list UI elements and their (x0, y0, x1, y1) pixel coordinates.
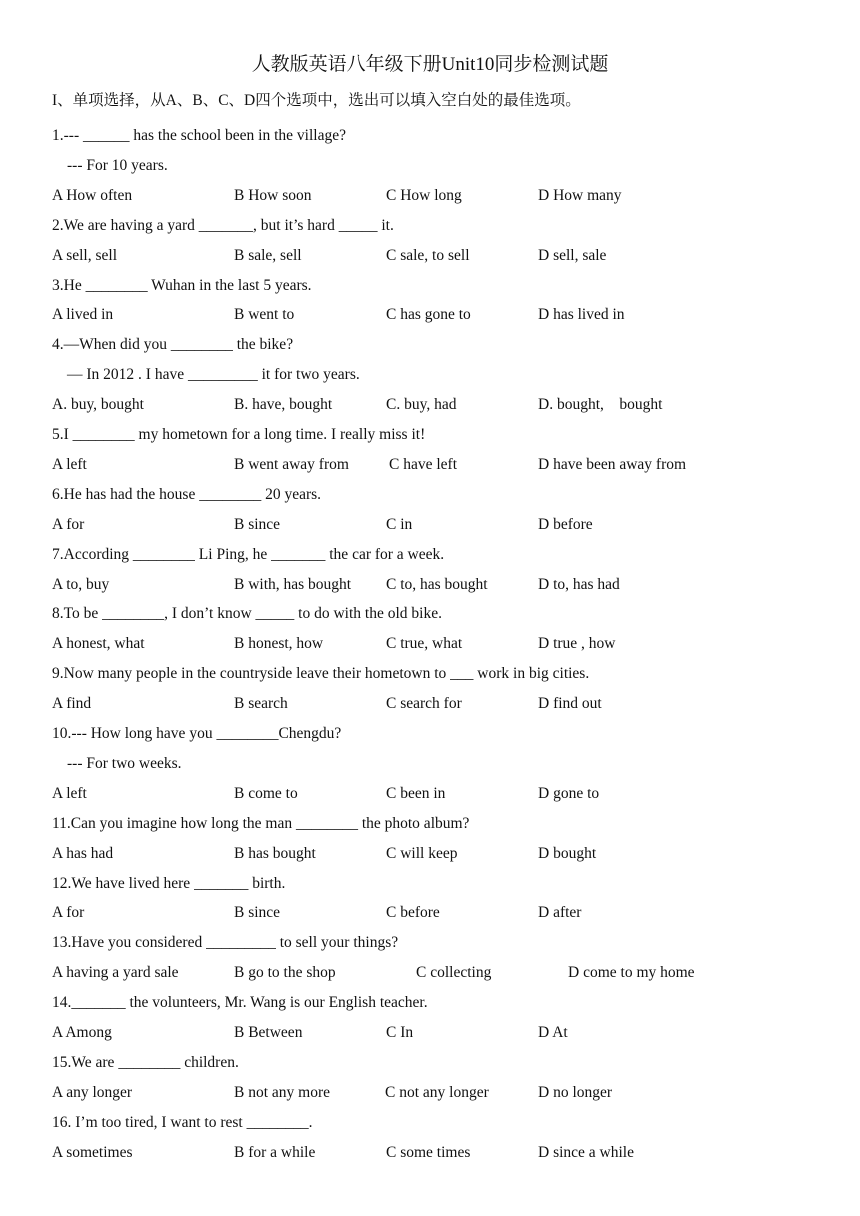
question-stem: 15.We are ________ children. (52, 1053, 239, 1071)
answer-option: A any longer (52, 1083, 133, 1101)
answer-option: B since (234, 515, 281, 533)
question-stem: 14._______ the volunteers, Mr. Wang is our English teacher. (52, 994, 428, 1012)
section-heading: I、单项选择，从A、B、C、D四个选项中，选出可以填入空白处的最佳选项。 (52, 92, 581, 109)
answer-option: D find out (538, 695, 602, 713)
answer-option: B sale, sell (234, 246, 302, 264)
answer-option: A to, buy (52, 575, 110, 593)
answer-option: C How long (386, 186, 462, 204)
answer-option: D since a while (538, 1143, 634, 1161)
answer-option: B go to the shop (234, 964, 336, 982)
answer-option: D before (538, 515, 593, 533)
answer-option: B search (234, 695, 288, 713)
question-stem: 6.He has had the house ________ 20 years. (52, 485, 322, 503)
question-stem: 4.—When did you ________ the bike? (52, 336, 294, 354)
answer-option: D. bought, bought (538, 396, 663, 414)
question-stem: 5.I ________ my hometown for a long time. I really miss it! (52, 426, 426, 443)
answer-option: D come to my home (568, 964, 695, 982)
answer-option: A Among (52, 1024, 112, 1041)
answer-option: B has bought (234, 844, 316, 862)
answer-option: B come to (234, 784, 298, 802)
answer-option: D to, has had (538, 575, 620, 593)
answer-option: D How many (538, 186, 622, 204)
answer-option: C before (386, 904, 440, 922)
answer-option: A having a yard sale (52, 964, 179, 982)
answer-option: C in (386, 515, 413, 533)
answer-option: C has gone to (386, 306, 471, 324)
answer-option: C been in (386, 784, 446, 802)
question-stem: 13.Have you considered _________ to sell your things? (52, 934, 399, 952)
question-stem: 11.Can you imagine how long the man ________ the photo album? (52, 814, 470, 832)
answer-option: A for (52, 904, 85, 922)
answer-option: A has had (52, 844, 114, 862)
question-stem: 2.We are having a yard _______, but it’s hard _____ it. (52, 216, 394, 234)
answer-option: B for a while (234, 1143, 316, 1161)
answer-option: D bought (538, 844, 597, 862)
question-stem: 8.To be ________, I don’t know _____ to do with the old bike. (52, 605, 442, 623)
answer-option: A lived in (52, 306, 114, 324)
answer-option: D sell, sale (538, 246, 607, 264)
page-title: 人教版英语八年级下册Unit10同步检测试题 (251, 54, 609, 75)
answer-option: A honest, what (52, 635, 145, 653)
question-reply: — In 2012 . I have _________ it for two years. (67, 366, 360, 384)
answer-option: B not any more (234, 1083, 330, 1101)
question-stem: 7.According ________ Li Ping, he _______ the car for a week. (52, 545, 445, 563)
answer-option: B went away from (234, 455, 349, 473)
answer-option: A left (52, 784, 87, 802)
answer-option: B honest, how (234, 635, 324, 653)
answer-option: A find (52, 695, 92, 713)
question-stem: 9.Now many people in the countryside leave their hometown to ___ work in big cities. (52, 665, 590, 683)
answer-option: C to, has bought (386, 575, 488, 593)
answer-option: C some times (386, 1143, 471, 1161)
answer-option: C sale, to sell (386, 246, 470, 264)
answer-option: A sometimes (52, 1143, 133, 1161)
question-stem: 1.--- ______ has the school been in the village? (52, 127, 346, 144)
answer-option: B How soon (234, 186, 312, 204)
answer-option: A sell, sell (52, 246, 118, 264)
question-stem: 16. I’m too tired, I want to rest ________. (52, 1113, 313, 1131)
answer-option: C true, what (386, 635, 463, 653)
answer-option: C search for (386, 695, 462, 713)
question-stem: 3.He ________ Wuhan in the last 5 years. (52, 276, 312, 294)
answer-option: D true , how (538, 635, 616, 653)
answer-option: A How often (52, 186, 133, 204)
answer-option: D gone to (538, 784, 600, 802)
answer-option: A. buy, bought (52, 396, 144, 414)
answer-option: D has lived in (538, 306, 625, 324)
question-stem: 12.We have lived here _______ birth. (52, 874, 286, 892)
answer-option: C not any longer (385, 1083, 489, 1101)
answer-option: B with, has bought (234, 575, 352, 593)
answer-option: B Between (234, 1024, 303, 1041)
question-reply: --- For 10 years. (67, 156, 168, 174)
answer-option: A left (52, 455, 87, 473)
answer-option: D no longer (538, 1083, 613, 1101)
answer-option: D after (538, 904, 582, 922)
answer-option: A for (52, 515, 85, 533)
answer-option: D At (538, 1024, 568, 1041)
answer-option: C collecting (416, 964, 492, 982)
question-reply: --- For two weeks. (67, 754, 182, 772)
question-stem: 10.--- How long have you ________Chengdu? (52, 725, 342, 742)
answer-option: C will keep (386, 844, 458, 862)
answer-option: C. buy, had (386, 396, 457, 414)
answer-option: C have left (389, 455, 458, 473)
answer-option: B since (234, 904, 281, 922)
answer-option: B went to (234, 306, 295, 324)
answer-option: B. have, bought (234, 396, 333, 414)
answer-option: D have been away from (538, 455, 687, 473)
answer-option: C In (386, 1024, 414, 1041)
